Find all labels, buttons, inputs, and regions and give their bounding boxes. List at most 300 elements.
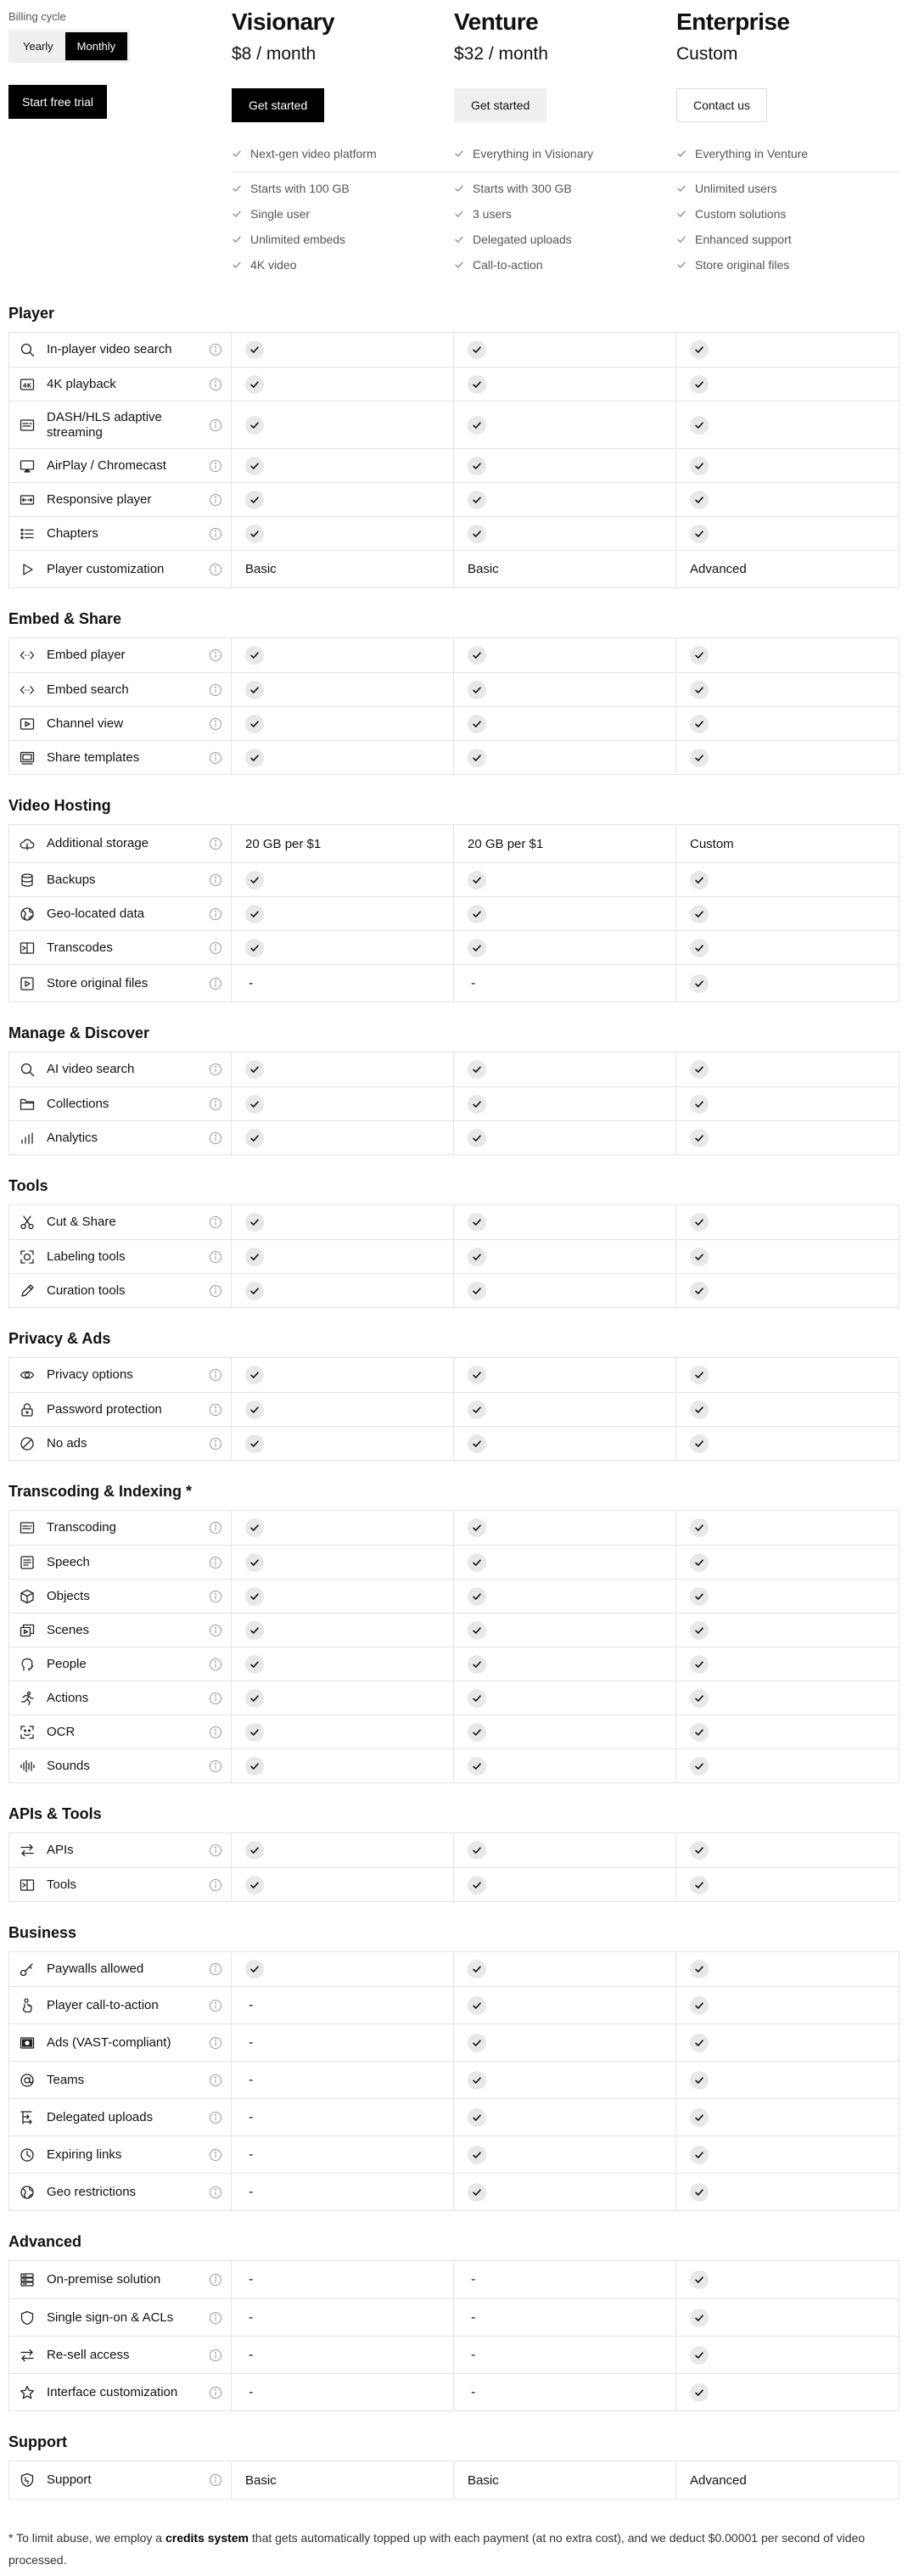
get-started-button[interactable]: Get started	[454, 88, 546, 122]
value-visionary	[232, 931, 454, 964]
not-included-dash: -	[249, 2147, 254, 2162]
table-row	[9, 638, 899, 672]
check-icon	[690, 1095, 709, 1114]
value-enterprise	[676, 825, 899, 862]
transcode-icon	[20, 1877, 35, 1893]
info-icon[interactable]	[209, 907, 222, 921]
plan-summary-text: Everything in Venture	[695, 147, 809, 160]
footnote-prefix: * To limit abuse, we employ a	[8, 2531, 165, 2545]
check-icon	[690, 681, 709, 699]
scenes-icon	[20, 1623, 35, 1638]
info-icon[interactable]	[209, 2311, 222, 2325]
check-icon	[690, 2034, 709, 2052]
feature-name: Support	[47, 2472, 92, 2487]
plan-feature	[454, 176, 668, 201]
check-icon	[468, 2146, 486, 2164]
not-included-dash: -	[249, 2309, 254, 2325]
server-icon	[20, 2272, 35, 2287]
value-visionary	[232, 1121, 454, 1154]
check-icon	[468, 646, 486, 665]
value-enterprise	[676, 1121, 899, 1154]
value-venture	[454, 1715, 676, 1748]
value-venture	[454, 1546, 676, 1579]
feature-name: Geo-located data	[47, 906, 145, 921]
section-spacer	[0, 1155, 908, 1165]
value-venture	[454, 1358, 676, 1392]
info-icon[interactable]	[209, 683, 222, 697]
feature-cell	[9, 2261, 232, 2298]
value-venture	[454, 2062, 676, 2098]
check-icon	[468, 1841, 486, 1860]
feature-name: Analytics	[47, 1130, 98, 1145]
plan-feature-text: Delegated uploads	[473, 233, 572, 246]
table-row	[9, 1358, 899, 1392]
eye-icon	[20, 1367, 35, 1383]
info-icon[interactable]	[209, 1368, 222, 1382]
feature-name: OCR	[47, 1724, 76, 1739]
get-started-button[interactable]: Get started	[232, 88, 324, 122]
database-icon	[20, 873, 35, 888]
section-title: Embed & Share	[8, 610, 122, 627]
feature-cell	[9, 1087, 232, 1120]
feature-name: Additional storage	[47, 836, 149, 850]
start-free-trial-button[interactable]: Start free trial	[8, 85, 107, 119]
table-row	[9, 1052, 899, 1086]
value-visionary	[232, 1987, 454, 2023]
feature-name: AirPlay / Chromecast	[47, 457, 166, 473]
check-icon	[690, 1723, 709, 1742]
info-icon[interactable]	[209, 837, 222, 850]
info-icon[interactable]	[209, 1658, 222, 1671]
section-spacer	[0, 775, 908, 785]
not-included-dash: -	[249, 2347, 254, 2362]
table-row	[9, 1647, 899, 1681]
value-visionary	[232, 483, 454, 516]
feature-table	[8, 1832, 900, 1902]
run-icon	[20, 1691, 35, 1706]
check-icon	[690, 1757, 709, 1776]
info-icon[interactable]	[209, 1556, 222, 1569]
template-icon	[20, 750, 35, 766]
plan-divider	[232, 171, 454, 172]
value-venture	[454, 863, 676, 896]
feature-cell	[9, 2024, 232, 2061]
value-enterprise	[676, 2374, 899, 2410]
check-icon	[468, 1553, 486, 1572]
value-visionary	[232, 1647, 454, 1681]
info-icon[interactable]	[209, 751, 222, 765]
value-venture	[454, 1087, 676, 1120]
value-enterprise	[676, 2099, 899, 2135]
check-icon	[245, 939, 264, 957]
check-icon	[468, 2071, 486, 2090]
feature-cell	[9, 368, 232, 401]
check-icon	[468, 340, 486, 359]
lock-icon	[20, 1402, 35, 1417]
feature-name: Collections	[47, 1096, 109, 1111]
check-icon	[468, 1129, 486, 1148]
value-venture	[454, 1511, 676, 1545]
billing-monthly-option[interactable]: Monthly	[65, 32, 128, 60]
info-icon[interactable]	[209, 1063, 222, 1076]
value-enterprise	[676, 483, 899, 516]
info-icon[interactable]	[209, 1692, 222, 1705]
table-row	[9, 1392, 899, 1426]
contact-us-button[interactable]: Contact us	[676, 88, 767, 122]
info-icon[interactable]	[209, 2273, 222, 2287]
not-included-dash: -	[249, 2384, 254, 2399]
plan-feature	[676, 201, 890, 227]
check-icon	[245, 1876, 264, 1894]
plan-enterprise	[668, 0, 890, 293]
info-icon[interactable]	[209, 1284, 222, 1298]
plan-name: Venture	[454, 8, 539, 35]
info-icon[interactable]	[209, 1590, 222, 1603]
value-enterprise	[676, 707, 899, 740]
info-icon[interactable]	[209, 2473, 222, 2487]
table-row	[9, 401, 899, 448]
scissors-icon	[20, 1215, 35, 1230]
check-icon	[468, 715, 486, 733]
info-icon[interactable]	[209, 717, 222, 731]
value-visionary	[232, 2374, 454, 2410]
not-included-dash: -	[471, 2309, 476, 2325]
not-included-dash: -	[471, 2384, 476, 2399]
feature-cell	[9, 333, 232, 367]
feature-cell	[9, 673, 232, 706]
feature-cell	[9, 1987, 232, 2023]
info-icon[interactable]	[209, 1624, 222, 1637]
value-visionary	[232, 1427, 454, 1460]
check-icon	[690, 2108, 709, 2127]
table-row	[9, 482, 899, 516]
info-icon[interactable]	[209, 1999, 222, 2012]
check-icon	[690, 491, 709, 509]
info-icon[interactable]	[209, 563, 222, 576]
ad-icon	[20, 2035, 35, 2051]
value-visionary	[232, 2062, 454, 2098]
info-icon[interactable]	[209, 2186, 222, 2199]
value-visionary	[232, 2174, 454, 2210]
value-venture	[454, 1614, 676, 1647]
check-icon	[690, 2270, 709, 2289]
plan-summary-text: Next-gen video platform	[250, 147, 377, 160]
value-enterprise	[676, 333, 899, 367]
section-title: APIs & Tools	[8, 1805, 102, 1822]
value-enterprise	[676, 2174, 899, 2210]
feature-table	[8, 637, 900, 775]
plan-feature-text: Custom solutions	[695, 207, 787, 221]
plan-visionary	[223, 0, 446, 293]
wave-icon	[20, 1759, 35, 1774]
info-icon[interactable]	[209, 2148, 222, 2162]
check-icon	[245, 1655, 264, 1674]
info-icon[interactable]	[209, 2349, 222, 2362]
value-visionary	[232, 1580, 454, 1613]
value-enterprise	[676, 517, 899, 550]
check-icon	[690, 1841, 709, 1860]
value-venture	[454, 551, 676, 587]
not-included-dash: -	[249, 1997, 254, 2012]
plan-price: Custom	[676, 44, 738, 64]
plan-feature	[454, 252, 668, 278]
plan-summary	[676, 141, 890, 166]
info-icon[interactable]	[209, 2386, 222, 2399]
info-icon[interactable]	[209, 493, 222, 507]
table-row	[9, 1952, 899, 1986]
not-included-dash: -	[249, 2272, 254, 2287]
check-icon	[245, 1434, 264, 1453]
value-venture	[454, 2136, 676, 2173]
info-icon[interactable]	[209, 1437, 222, 1451]
feature-name: Ads (VAST-compliant)	[47, 2034, 171, 2050]
value-visionary	[232, 449, 454, 482]
check-icon	[468, 1960, 486, 1978]
table-row	[9, 1715, 899, 1748]
info-icon[interactable]	[209, 1250, 222, 1264]
check-icon	[690, 2309, 709, 2327]
value-venture	[454, 2461, 676, 2499]
value-enterprise	[676, 1511, 899, 1545]
feature-cell	[9, 2099, 232, 2135]
check-icon	[468, 525, 486, 543]
feature-cell	[9, 1205, 232, 1239]
billing-yearly-option[interactable]: Yearly	[23, 40, 53, 53]
check-icon	[468, 1689, 486, 1708]
info-icon[interactable]	[209, 977, 222, 991]
value-venture	[454, 897, 676, 930]
svg-text:4K: 4K	[22, 382, 32, 389]
check-icon	[690, 2183, 709, 2202]
info-icon[interactable]	[209, 2111, 222, 2124]
feature-cell	[9, 1121, 232, 1154]
arrows-icon	[20, 2348, 35, 2363]
value-text: Advanced	[690, 2472, 747, 2488]
info-icon[interactable]	[209, 1131, 222, 1145]
feature-name: Embed player	[47, 648, 126, 662]
value-visionary	[232, 1833, 454, 1867]
value-visionary	[232, 825, 454, 862]
value-venture	[454, 1205, 676, 1239]
plan-price: $32 / month	[454, 44, 548, 64]
feature-cell	[9, 707, 232, 740]
value-venture	[454, 1052, 676, 1086]
info-icon[interactable]	[209, 1759, 222, 1773]
info-icon[interactable]	[209, 1878, 222, 1892]
value-visionary	[232, 551, 454, 587]
info-icon[interactable]	[209, 2074, 222, 2087]
info-icon[interactable]	[209, 1215, 222, 1229]
value-enterprise	[676, 638, 899, 672]
value-venture	[454, 401, 676, 448]
value-enterprise	[676, 1580, 899, 1613]
info-icon[interactable]	[209, 1521, 222, 1535]
value-enterprise	[676, 1681, 899, 1715]
feature-cell	[9, 965, 232, 1002]
section-video-hosting	[0, 785, 908, 1013]
check-icon	[245, 457, 264, 475]
value-visionary	[232, 2261, 454, 2298]
feature-name: APIs	[47, 1843, 74, 1857]
plan-feature-text: Starts with 100 GB	[250, 182, 350, 195]
info-icon[interactable]	[209, 1962, 222, 1976]
feature-cell	[9, 931, 232, 964]
feature-name: Player call-to-action	[47, 1997, 159, 2012]
ocr-icon	[20, 1725, 35, 1740]
section-title: Advanced	[8, 2233, 82, 2250]
section-title: Manage & Discover	[8, 1024, 150, 1041]
stream-icon	[20, 1520, 35, 1535]
feature-name: Responsive player	[47, 491, 152, 507]
section-title: Tools	[8, 1177, 48, 1194]
info-icon[interactable]	[209, 2036, 222, 2050]
section-title: Support	[8, 2433, 67, 2450]
feature-cell	[9, 897, 232, 930]
plan-feature	[676, 227, 890, 252]
check-icon	[690, 525, 709, 543]
check-icon	[245, 1960, 264, 1978]
table-row	[9, 448, 899, 482]
plan-feature-text: Single user	[250, 207, 311, 221]
feature-cell	[9, 1868, 232, 1901]
value-venture	[454, 2174, 676, 2210]
not-included-dash: -	[471, 2272, 476, 2287]
value-venture	[454, 1749, 676, 1782]
check-icon	[245, 1095, 264, 1114]
key-icon	[20, 1961, 35, 1977]
value-visionary	[232, 638, 454, 672]
plan-divider	[676, 171, 899, 172]
plan-feature	[454, 201, 668, 227]
check-icon	[690, 2071, 709, 2090]
value-venture	[454, 2299, 676, 2336]
info-icon[interactable]	[209, 1844, 222, 1857]
plan-feature-text: 3 users	[473, 207, 512, 221]
check-icon	[690, 1366, 709, 1384]
check-icon	[690, 1129, 709, 1148]
check-icon	[245, 646, 264, 665]
info-icon[interactable]	[209, 1403, 222, 1417]
check-icon	[468, 749, 486, 767]
check-icon	[468, 939, 486, 957]
info-icon[interactable]	[209, 1726, 222, 1739]
info-icon[interactable]	[209, 941, 222, 955]
check-icon	[468, 2108, 486, 2127]
value-visionary	[232, 401, 454, 448]
check-icon	[690, 1621, 709, 1640]
info-icon[interactable]	[209, 343, 222, 356]
feature-name: Cut & Share	[47, 1215, 116, 1229]
not-included-dash: -	[249, 2109, 254, 2124]
section-title: Transcoding & Indexing *	[8, 1483, 193, 1500]
feature-cell	[9, 2136, 232, 2173]
info-icon[interactable]	[209, 527, 222, 541]
support-icon	[20, 2472, 35, 2488]
feature-cell	[9, 551, 232, 587]
feature-name: Labeling tools	[47, 1249, 126, 1264]
check-icon	[245, 1060, 264, 1079]
check-icon	[468, 1621, 486, 1640]
cube-icon	[20, 1589, 35, 1604]
feature-name: Sounds	[47, 1758, 90, 1773]
value-visionary	[232, 1952, 454, 1986]
info-icon[interactable]	[209, 648, 222, 662]
feature-table	[8, 1204, 900, 1308]
info-icon[interactable]	[209, 418, 222, 432]
feature-name: AI video search	[47, 1062, 135, 1076]
value-enterprise	[676, 1647, 899, 1681]
check-icon	[690, 1553, 709, 1572]
feature-name: In-player video search	[47, 342, 172, 356]
check-icon	[690, 2146, 709, 2164]
value-enterprise	[676, 2299, 899, 2336]
check-icon	[245, 1587, 264, 1606]
feature-name: Share templates	[47, 749, 140, 765]
table-row	[9, 1986, 899, 2023]
section-spacer	[0, 1461, 908, 1471]
section-title: Privacy & Ads	[8, 1330, 111, 1347]
check-icon	[690, 340, 709, 359]
value-venture	[454, 741, 676, 774]
value-venture	[454, 1647, 676, 1681]
info-icon[interactable]	[209, 873, 222, 887]
info-icon[interactable]	[209, 378, 222, 391]
feature-name: Player customization	[47, 561, 165, 576]
value-visionary	[232, 1614, 454, 1647]
check-icon	[468, 1095, 486, 1114]
check-icon	[245, 525, 264, 543]
check-icon	[245, 1518, 264, 1537]
plan-feature	[232, 201, 446, 227]
check-icon	[245, 681, 264, 699]
value-venture	[454, 638, 676, 672]
info-icon[interactable]	[209, 1097, 222, 1111]
focus-icon	[20, 1249, 35, 1265]
feature-cell	[9, 863, 232, 896]
star-icon	[20, 2385, 35, 2400]
plan-price: $8 / month	[232, 44, 317, 64]
section-manage-discover	[0, 1013, 908, 1165]
value-venture	[454, 368, 676, 401]
check-icon	[690, 749, 709, 767]
value-visionary	[232, 2024, 454, 2061]
info-icon[interactable]	[209, 459, 222, 473]
table-row	[9, 672, 899, 706]
feature-name: People	[47, 1656, 87, 1671]
value-venture	[454, 333, 676, 367]
cloud-icon	[20, 836, 35, 851]
value-enterprise	[676, 2261, 899, 2298]
feature-cell	[9, 2461, 232, 2499]
value-enterprise	[676, 2062, 899, 2098]
value-enterprise	[676, 2461, 899, 2499]
value-visionary	[232, 1393, 454, 1426]
check-icon	[690, 871, 709, 890]
feature-cell	[9, 1052, 232, 1086]
value-enterprise	[676, 673, 899, 706]
value-venture	[454, 2337, 676, 2373]
feature-name: Expiring links	[47, 2147, 122, 2162]
value-enterprise	[676, 1749, 899, 1782]
feature-cell	[9, 2337, 232, 2373]
responsive-icon	[20, 492, 35, 508]
feature-name: Transcoding	[47, 1520, 116, 1535]
section-spacer	[0, 588, 908, 598]
feature-cell	[9, 401, 232, 448]
table-row	[9, 930, 899, 964]
table-row	[9, 516, 899, 550]
value-venture	[454, 1868, 676, 1901]
